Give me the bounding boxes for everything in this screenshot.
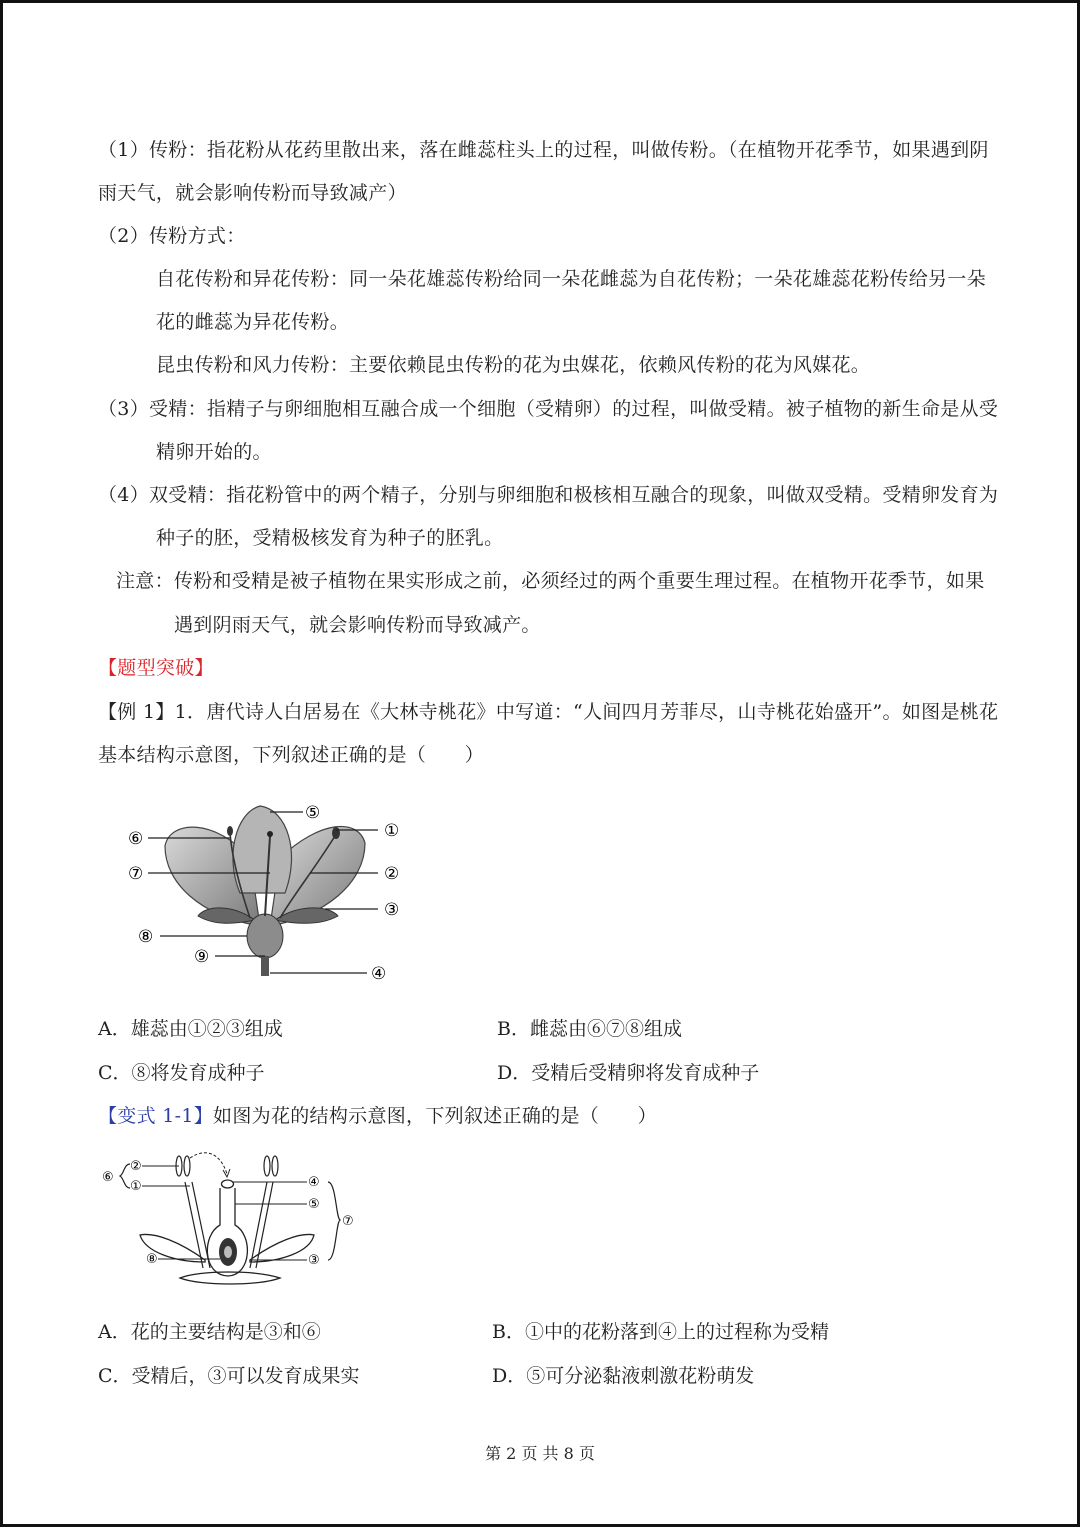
paragraph-note: 注意：传粉和受精是被子植物在果实形成之前，必须经过的两个重要生理过程。在植物开花季节，如果 [116, 570, 985, 592]
paragraph-pollination: （1）传粉：指花粉从花药里散出来，落在雌蕊柱头上的过程，叫做传粉。（在植物开花季节，如果遇到阴 [98, 139, 989, 161]
paragraph-fertilization-cont: 精卵开始的。 [156, 441, 272, 463]
example1-tag: 【例 1】 [98, 701, 175, 723]
paragraph-insect-wind: 昆虫传粉和风力传粉：主要依赖昆虫传粉的花为虫媒花，依赖风传粉的花为风媒花。 [156, 354, 871, 376]
variant1-option-d[interactable]: D．⑤可分泌黏液刺激花粉萌发 [492, 1365, 755, 1387]
example1-option-a[interactable]: A．雄蕊由①②③组成 [98, 1018, 283, 1040]
paragraph-note-cont: 遇到阴雨天气，就会影响传粉而导致减产。 [174, 614, 541, 636]
example1-option-c[interactable]: C．⑧将发育成种子 [98, 1062, 265, 1084]
fig1-label-5: ⑤ [305, 803, 321, 823]
variant1-stem [98, 1103, 657, 1129]
fig2-label-2: ② [130, 1159, 142, 1174]
fig1-label-2: ② [384, 864, 400, 884]
fig1-label-8: ⑧ [138, 927, 154, 947]
fig1-label-3: ③ [384, 900, 400, 920]
fig2-label-5: ⑤ [308, 1197, 320, 1212]
paragraph-fertilization: （3）受精：指精子与卵细胞相互融合成一个细胞（受精卵）的过程，叫做受精。被子植物的新生命是从受 [98, 398, 999, 420]
page-footer: 第 2 页 共 8 页 [485, 1444, 595, 1463]
example1-stem [98, 699, 998, 725]
section-title: 【题型突破】 [98, 657, 214, 679]
paragraph-self-cross: 自花传粉和异花传粉：同一朵花雄蕊传粉给同一朵花雌蕊为自花传粉；一朵花雄蕊花粉传给另一朵 [156, 268, 986, 290]
fig2-label-4: ④ [308, 1175, 320, 1190]
variant1-tag: 【变式 1-1】 [98, 1105, 214, 1127]
paragraph-double-fertilization: （4）双受精：指花粉管中的两个精子，分别与卵细胞和极核相互融合的现象，叫做双受精。受精卵发育为 [98, 484, 999, 506]
fig2-label-3: ③ [308, 1253, 320, 1268]
variant1-option-b[interactable]: B．①中的花粉落到④上的过程称为受精 [492, 1321, 829, 1343]
flower-structure-figure [100, 1150, 370, 1300]
fig1-label-6: ⑥ [128, 829, 144, 849]
variant1-option-a[interactable]: A．花的主要结构是③和⑥ [98, 1321, 321, 1343]
paragraph-self-cross-cont: 花的雌蕊为异花传粉。 [156, 311, 350, 333]
fig1-label-9: ⑨ [194, 947, 210, 967]
fig1-label-7: ⑦ [128, 864, 144, 884]
example1-stem-cont: 基本结构示意图，下列叙述正确的是（ ） [98, 744, 485, 766]
peach-flower-figure [120, 798, 420, 988]
paragraph-pollination-cont: 雨天气，就会影响传粉而导致减产） [98, 182, 407, 204]
fig2-label-7: ⑦ [342, 1214, 354, 1229]
fig1-label-4: ④ [371, 964, 387, 984]
fig2-label-6: ⑥ [102, 1170, 114, 1185]
fig2-label-8: ⑧ [146, 1252, 158, 1267]
paragraph-pollination-methods: （2）传粉方式： [98, 225, 246, 247]
example1-option-b[interactable]: B．雌蕊由⑥⑦⑧组成 [497, 1018, 682, 1040]
paragraph-double-fertilization-cont: 种子的胚，受精极核发育为种子的胚乳。 [156, 527, 504, 549]
fig2-label-1: ① [130, 1179, 142, 1194]
example1-option-d[interactable]: D．受精后受精卵将发育成种子 [497, 1062, 760, 1084]
fig1-label-1: ① [384, 821, 400, 841]
example1-stem-text: 1．唐代诗人白居易在《大林寺桃花》中写道：“人间四月芳菲尽，山寺桃花始盛开”。如图是桃花 [174, 701, 999, 723]
variant1-option-c[interactable]: C．受精后，③可以发育成果实 [98, 1365, 360, 1387]
variant1-stem-text: 如图为花的结构示意图，下列叙述正确的是（ ） [213, 1105, 657, 1127]
